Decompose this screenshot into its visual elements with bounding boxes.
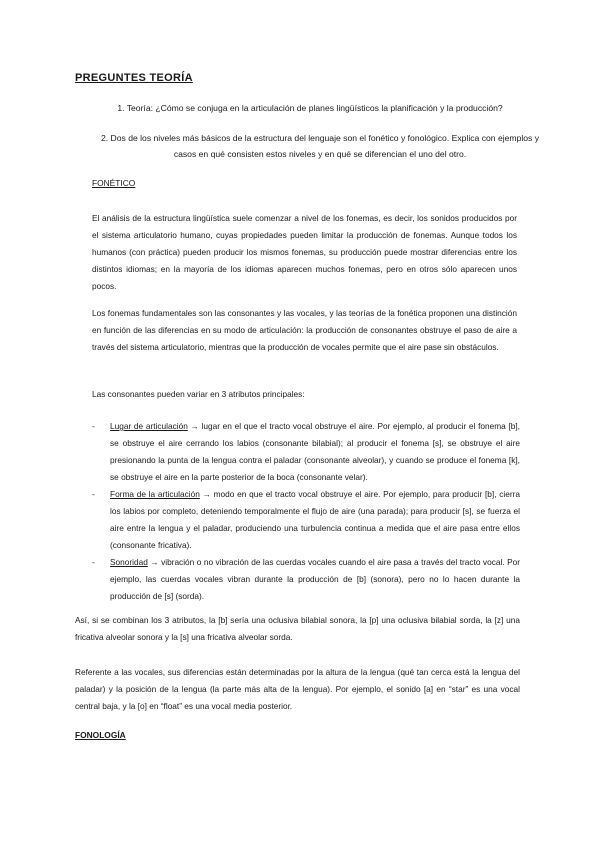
attribute-description: → modo en que el tracto vocal obstruye el aire. Por ejemplo, para producir [b], cierra los labios por completo, deteniendo temporalmente el flujo de aire (una parada); para producir [s], se fuerza el aire entre la lengua y el paladar, produciendo una turbulencia continua a medida que el aire pasa entre ellos (consonante fricativa). (110, 489, 520, 550)
attribute-term: Sonoridad (110, 557, 148, 567)
attribute-sonoridad (92, 554, 520, 605)
paragraph-vocales: Referente a las vocales, sus diferencias están determinadas por la altura de la lengua (qué tan cerca está la lengua del paladar) y la posición de la lengua (la parte más alta de la lengua). Por ejemplo, el sonido [a] en “star” es una vocal central baja, y la [o] en “float” es una vocal media posterior. (75, 667, 520, 711)
paragraph-consonantes-vocales: Los fonemas fundamentales son las consonantes y las vocales, y las teorías de la fonética proponen una distinción en función de las diferencias en su modo de articulación: la producción de consonantes obstruye el paso de aire a través del sistema articulatorio, mientras que la producción de vocales permite que el aire pase sin obstáculos. (92, 308, 517, 352)
question-1: 1. Teoría: ¿Cómo se conjuga en la articulación de planes lingüísticos la planificación y la producción? (117, 103, 503, 113)
attribute-lugar (92, 418, 520, 486)
question-2: 2. Dos de los niveles más básicos de la estructura del lenguaje son el fonético y fonológico. Explica con ejemplos y casos en qué consisten estos niveles y en qué se diferencian el uno del otro. (100, 133, 540, 159)
paragraph-combinacion: Así, si se combinan los 3 atributos, la [b] sería una oclusiva bilabial sonora, la [p] una oclusiva bilabial sorda, la [z] una fricativa alveolar sonora y la [s] una fricativa alveolar sorda. (75, 615, 520, 642)
attribute-term: Forma de la articulación (110, 489, 200, 499)
list-dash: - (92, 557, 95, 567)
attribute-list (92, 418, 520, 605)
paragraph-fonemas: El análisis de la estructura lingüística suele comenzar a nivel de los fonemas, es decir, los sonidos producidos por el sistema articulatorio humano, cuyas propiedades pueden limitar la producción de fonemas. Aunque todos los humanos (con práctica) pueden producir los mismos fonemas, su producción puede mostrar diferencias entre los distintos idiomas; en la mayoría de los idiomas aparecen muchos fonemas, pero en otros sólo aparecen unos pocos. (92, 213, 517, 291)
attribute-description: → vibración o no vibración de las cuerdas vocales cuando el aire pasa a través del tracto vocal. Por ejemplo, las cuerdas vocales vibran durante la producción de [b] (sonora), pero no lo hacen durante la producción de [s] (sorda). (110, 557, 520, 601)
attribute-term: Lugar de articulación (110, 421, 188, 431)
section-heading-fonetico: FONÉTICO (92, 178, 136, 188)
document-title: PREGUNTES TEORÍA (75, 72, 193, 84)
section-heading-fonologia: FONOLOGÍA (75, 730, 126, 740)
list-dash: - (92, 421, 95, 431)
paragraph-atributos-intro: Las consonantes pueden variar en 3 atributos principales: (92, 389, 305, 399)
attribute-forma (92, 486, 520, 554)
list-dash: - (92, 489, 95, 499)
attribute-description: → lugar en el que el tracto vocal obstruye el aire. Por ejemplo, al producir el fonema [b], se obstruye el aire cerrando los labios (consonante bilabial); al producir el fonema [s], se obstruye el aire presionando la punta de la lengua contra el paladar (consonante alveolar), y cuando se produce el fonema [k], se obstruye el aire en la parte posterior de la boca (consonante velar). (110, 421, 520, 482)
